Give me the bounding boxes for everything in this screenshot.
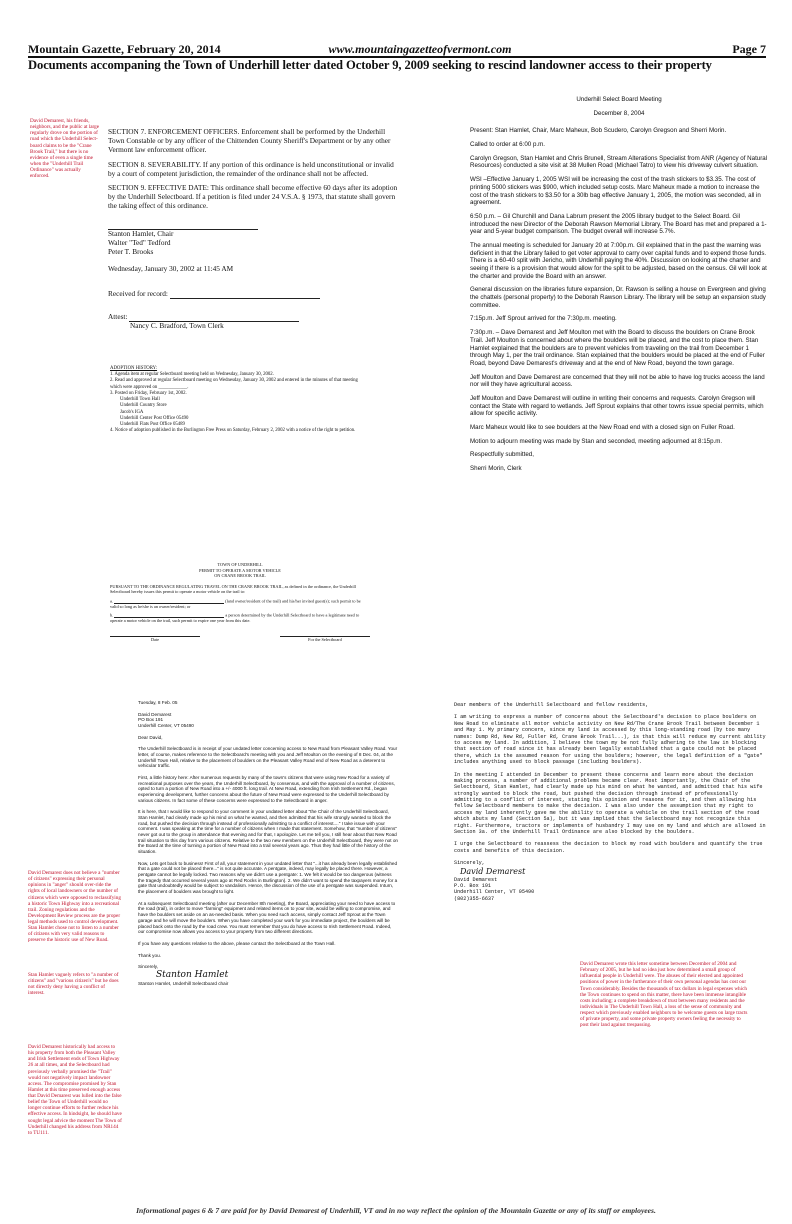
letter-paragraph: The Underhill Selectboard is in receipt of your undated letter concerning access to New Road from Pleasant Valley Road. Your letter, of course, makes reference to the Selectboard's meeting with you and Jeff Moulton on the evening of 8 Dec. 04, at the Underhill Town Hall, relative to the placement of boulders on the Pleasant Valley Road end of New Road as a deterent to vehicular traffic. — [138, 746, 398, 769]
annotation-note-enforcement: David Demarest, his friends, neighbors, and the public at large regularly drove on the portion of road which the Underhill Select-board claims to be the "Crane Brook Trail," but there is no evidence of even a single time when the "Underhill Trail Ordinance" was actually enforced. — [30, 118, 100, 180]
letter-paragraph: At a subsequent Selectboard meeting (after our December 8th meeting), the Board, appreciating your need to have access to the road (trail), in order to move "farming" equipment and related items on to your site, would be willing to compromise, and have the boulders set aside on an as-needed basis. When you need such access, simply contact Jeff Sprout at the Town garage and he will move the boulders. When you have completed your work for you immediate project, the boulders will be placed back onto the road by the road crew. You must remember that you do have access to Irish Settlement Road. Indeed, our compromise now allows you access to your property from two different directions. — [138, 900, 396, 935]
letter-signature-name: Stanton Hamlet, Underhill Selectboard chair — [138, 980, 229, 986]
minutes-paragraph: Motion to adjourn meeting was made by Stan and seconded, meeting adjourned at 8:15p.m. — [470, 437, 723, 445]
annotation-note-letter-costs: David Demarest wrote this letter sometime between December of 2004 and February of 2005, but he had no idea just how determined a small group of influential people in Underhill were. The abuses of their elected and appointed positions of power in the furtherance of their own personal agendas has cost our Town considerably. Besides the thousands of tax dollars in legal expenses which the Town continues to spend on this matter, there have been immense intangible costs including; a complete breakdown of trust between many residents and the individuals in The Underhill Town Hall, a loss of the sense of community and respect which previously enabled neighbors to be welcome guests on large tracts of private property, and some private property owners feeling the necessity to post their land against trespassing. — [580, 961, 748, 1029]
handwritten-signature: Stanton Hamlet — [156, 969, 229, 980]
annotation-note-citizens: David Demarest does not believe a "number of citizens" expressing their personal opinions in "anger" should over-ride the rights of local landowners or the number of citizens which were opposed to reclassifying a historic Town Highway into a recreational trail. Zoning regulations and the Development Review process are the proper legal methods used to control development. Stan Hamlet chose not to listen to a number of citizens with very valid reasons to preserve the historic use of New Road. — [28, 870, 121, 944]
adoption-item-3: 3. Posted on Friday, February 1st, 2002. — [110, 390, 187, 396]
minutes-paragraph: Marc Maheux would like to see boulders at the New Road end with a closed sign on Fuller Road. — [470, 424, 735, 431]
minutes-called: Called to order at 6:00 p.m. — [470, 141, 545, 149]
minutes-paragraph: General discussion on the libraries future expansion, Dr. Rawson is selling a house on Evergreen and giving the chattels (personal property) to the Deborah Rawson Library. The library will be setup an expansion study committee. — [470, 286, 766, 309]
ordinance-attest: Attest: — [108, 311, 128, 321]
letter-salutation: Dear members of the Underhill Selectboard and fellow residents, — [454, 702, 649, 708]
posting-location: Underhill Flats Post Office 05489 — [120, 422, 185, 428]
ordinance-section-9: SECTION 9. EFFECTIVE DATE: This ordinance shall become effective 60 days after its adoption by the Underhill Selectboard. If a petition is filed under 24 V.S.A. § 1973, that statute shall govern the taking effect of this ordinance. — [108, 183, 398, 211]
letter-address-line: PO Box 191 — [138, 717, 164, 723]
letter-date: Tuesday, 8 Feb. 05 — [138, 700, 178, 705]
permit-title-1: TOWN OF UNDERHILL — [217, 562, 263, 567]
header-paper-name: Mountain Gazette, February 20, 2014 — [28, 42, 221, 56]
letter-paragraph: If you have any questions relative to the above, please contact the Selectboard at the Town Hall. — [138, 940, 336, 946]
letter-paragraph: I urge the Selectboard to reassess the decision to block my road with boulders and quantify the true costs and benefits of this decision. — [454, 841, 763, 854]
hamlet-letter — [138, 700, 398, 987]
permit-form: TOWN OF UNDERHILL PERMIT TO OPERATE A MOTOR VEHICLE ON CRANE BROOK TRAIL PURSUANT TO THE ORDINANCE REGULATING TRAVEL ON THE CRANE BROOK TRAIL, as defined in the ordinance, the Underhill Selectboard hereby issues this permit to operate a motor vehicle on the trail to: a. (land owner/resident of the trail) and his/her invited guest(s); such permit to be valid so long as he/she is an owner/resident; or b. a person determined by the Underhill Selectboard to have a legitimate need to operate a motor vehicle on the trail, such permit to expire one year from this date. Date For the Selectboard — [110, 562, 370, 643]
ordinance-document — [108, 128, 398, 331]
minutes-present: Present: Stan Hamlet, Chair, Marc Maheux, Bob Scudero, Carolyn Gregson and Sherri Morin. — [470, 127, 727, 135]
ordinance-signer-2: Walter "Ted" Tedford — [108, 238, 171, 248]
letter-paragraph: First, a little history here: After numerous requests by many of the town's citizens that were using New Road for a variety of recreational purposes over the years, the Underhill Selectboard, by consensus, and with the approval of a number of citizens, opted to turn a portion of New Road into a +/- 4000 ft. long trail. At New Road, extending from Irish Settlement Rd., began experiencing development, further concerns about the future of New Road were expressed to the Underhill Selectboard by various citizens. In fact some of these concerns were expressed to the Selectboard in anger. — [138, 775, 395, 803]
permit-for-label: For the Selectboard — [280, 636, 370, 643]
adoption-history — [110, 366, 370, 435]
letter-salutation: Dear David, — [138, 734, 163, 740]
letter-address-line: David Demarest — [138, 711, 172, 717]
letter-address-line: Underhill Center, VT 05490 — [138, 723, 194, 729]
letter-address-line: P.O. Box 191 — [454, 882, 492, 889]
permit-option-a: (land owner/resident of the trail) and his/her invited guest(s); such permit to be valid so long as he/she is an owner/resident; or — [110, 598, 361, 609]
permit-date-label: Date — [110, 636, 200, 643]
minutes-date: December 8, 2004 — [593, 109, 645, 117]
ordinance-clerk: Nancy C. Bradford, Town Clerk — [130, 320, 224, 330]
meeting-minutes — [470, 96, 768, 479]
ordinance-signer-3: Peter T. Brooks — [108, 246, 154, 256]
minutes-heading: Underhill Select Board Meeting — [576, 96, 662, 103]
ordinance-received: Received for record: — [108, 288, 168, 298]
posting-location: Underhill Center Post Office 05490 — [120, 415, 189, 421]
permit-option-b: a person determined by the Underhill Selectboard to have a legitimate need to operate a motor vehicle on the trail, such permit to expire one year from this date. — [110, 612, 360, 624]
letter-signer-name: David Demarest — [454, 876, 498, 883]
ordinance-date: Wednesday, January 30, 2002 at 11:45 AM — [108, 263, 234, 273]
minutes-paragraph: 6:50 p.m. – Gil Churchill and Dana Labrum present the 2005 library budget to the Select Board. Gil introduced the new Director of the Deborah Rawson Memorial Library. The Board has met and prepared a 1-year and 5-year budget comparison. The budget overall will increase 5.7%. — [470, 212, 767, 236]
minutes-paragraph: 7:30p.m. – Dave Demarest and Jeff Moulton met with the Board to discuss the boulders on Crane Brook Trail. Jeff Moulton is concerned about where the boulders will be placed, and the cost to place them. Stan Hamlet explained that the boulders are to prevent vehicles from traveling on the trail from December 1 through May 1, per the trail ordinance. Stan explained that the boulders would be placed at the end of Fuller Road, beyond Dave Demarest's driveway and at the end of New Road, beyond the town garage. — [470, 329, 765, 367]
posting-location: Jacob's IGA — [120, 409, 144, 415]
ordinance-signer-1: Stanton Hamlet, Chair — [108, 229, 174, 239]
adoption-item-4: 4. Notice of adoption published in the Burlington Free Press on Saturday, February 2, 2002 with a notice of the right to petition. — [110, 428, 356, 434]
demarest-letter — [454, 702, 768, 902]
header-page-number: Page 7 — [732, 42, 766, 56]
minutes-clerk: Sherri Morin, Clerk — [470, 465, 522, 473]
handwritten-signature: David Demarest — [460, 866, 526, 876]
letter-paragraph: I am writing to express a number of concerns about the Selectboard's decision to place boulders on New Road to eliminate all motor vehicle activity on New Rd/The Crane Brook Trail between December 1 and May 1. My primary concern, since my land is accessed by this long-standing road (by too many names: Dump Rd, New Rd, Fuller Rd, Crane Brook Trail...), is that this will reduce my current ability to access my land. In addition, I believe the town my be not fully adhering to the law in blocking that section of road since it has already been legally established that a gate could not be placed there, which is the assumed reason for using the boulders; however, the legal definition of a "gate" includes anything used to block passage (including boulders). — [454, 714, 766, 766]
minutes-paragraph: Jeff Moulton and Dave Demarest are concerned that they will not be able to have log trucks access the land nor will they have agricultural access. — [470, 373, 765, 389]
ordinance-section-7: SECTION 7. ENFORCEMENT OFFICERS. Enforcement shall be performed by the Underhill Town Constable or by any officer of the Chittenden County Sheriff's Department or by any other Vermont law enforcement officer. — [108, 127, 391, 154]
minutes-paragraph: WSI –Effective January 1, 2005 WSI will be increasing the cost of the trash stickers to $3.35. The cost of printing 5000 stickers was $900, which included setup costs. Marc Maheux made a motion to increase the cost of the trash stickers to $3.50 for a 30lb bag effective January 1, 2005, the motion was seconded, all in agreement. — [470, 176, 761, 207]
letter-phone: (802)355-6637 — [454, 895, 495, 902]
minutes-paragraph: Respectfully submitted, — [470, 451, 534, 459]
letter-closing: Sincerely, — [454, 860, 485, 867]
adoption-item-1: 1. Agenda item at regular Selectboard meeting held on Wednesday, January 30, 2002. — [110, 372, 274, 378]
minutes-paragraph: Carolyn Gregson, Stan Hamlet and Chris Brunell, Stream Alterations Specialist from ANR (Agency of Natural Resources) conducted a site visit at 38 Mullen Road (Michael Tatro) to view his driveway culvert situation. — [470, 154, 768, 170]
ordinance-section-8: SECTION 8. SEVERABILITY. If any portion of this ordinance is held unconstitutional or invalid by a court of competent jurisdiction, the remainder of the ordinance shall not be affected. — [108, 159, 394, 178]
permit-body: PURSUANT TO THE ORDINANCE REGULATING TRAVEL ON THE CRANE BROOK TRAIL, as defined in the ordinance, the Underhill Selectboard hereby issues this permit to operate a motor vehicle on the trail to: — [110, 583, 356, 595]
letter-paragraph: Now, Lets get back to business! First of all, your statement in your undated letter that "...it has already been legally established that a gate could not be placed there..." is not quite accurate. A pentgate, indeed, may legally be placed there. However, a pentgate cannot be legally locked. Two reasons why we didn't use a pentgate: 1. We felt it would be too dangerous (witness the tragedy that occurred several years ago at Red Rocks in Burlington). 2. We didn't want to spend the taxpayers money for a gate that undoubtedly would be subject to vandalism. Hence, the discussion of the use of a pentgate was suspended. Inturn, the placement of boulders was brought to light. — [138, 860, 398, 895]
permit-title-3: ON CRANE BROOK TRAIL — [214, 573, 266, 579]
annotation-note-conflict: Stan Hamlet vaguely refers to "a number of citizens" and "various citizen's" but he does not directly deny having a conflict of interest. — [28, 972, 119, 997]
received-line — [170, 290, 320, 299]
permit-title-2: PERMIT TO OPERATE A MOTOR VEHICLE — [199, 567, 281, 573]
annotation-note-access: David Demarest historically had access to his property from both the Pleasant Valley and Irish Settlement ends of Town Highway 26 at all times, and the Selectboard had previously verbally promised the "Trail" would not negatively impact landowner access. The compromise promised by Stan Hamlet at this time preserved enough access that David Demarest was lulled into the false belief the Town of Underhill would no longer continue efforts to further reduce his effective access. In hindsight, he should have sought legal advice the moment The Town of Underhill changed his address from NR144 to TU111. — [28, 1044, 122, 1136]
letter-paragraph: In the meeting I attended in December to present these concerns and learn more about the decision making process, a number of additional problems became clear. Most importantly, the Chair of the Selectboard, Stan Hamlet, had clearly made up his mind on what he wanted, and admitted that his wife strongly wanted to block the road, but pushed the decision through instead of professionally admitting to a conflict of interest, stating his opinion and reasons for it, and then allowing his fellow Selectboard members to make the decision. I was also under the assumption that my right to access my land inherently gave me the ability to operate a vehicle on the trail section of the road which abuts my land (Section 5a), but it was implied that the Selectboard may not recognize this right. Furthermore, tractors or implements of husbandry I may use on my land and which are allowed in Section 3a. of the Underhill Trail Ordinance are also blocked by the boulders. — [454, 771, 766, 836]
page-title: Documents accompaning the Town of Underhill letter dated October 9, 2009 seeking to rescind landowner access to their property — [28, 58, 712, 72]
letter-paragraph: It is here, that I would like to respond to your comment in your undated letter about "the Chair of the Underhill Selectboard, Stan Hamlet, had clearly made up his mind on what he wanted, and then admitted that his wife strongly wanted to block the road, but pushed the decision through instead of professionally admitting to a conflict of interest...." I take issue with your comment. I was speaking at the time for a number of citizens when I made that statement. Somehow, that "number of citizens" never got out to the group in attendance that evening and for that, I apologize. Let me tell you, I still hear about that New Road trail situation to this day from various citizens. Relative to the two new members on the Underhill Selectboard, they were not on the Board at the time of turning a portion of New Road into a trail several years ago. Thus they had little of the history of the situation. — [138, 809, 399, 855]
posting-location: Underhill Country Store — [120, 403, 167, 409]
adoption-heading: ADOPTION HISTORY: — [110, 366, 158, 371]
minutes-paragraph: The annual meeting is scheduled for January 20 at 7:00p.m. Gil explained that in the past the warning was deficient in that the Library failed to get voter approval to carry over capital funds and to expend those funds. There is a 60-40 split with Jericho, with Underhill paying the 40%. Discussion on looking at the charter and seeing if there is a provision that would allow for the split to be adjusted, based on the census. Gil will look at the charter and provide the Board with an answer. — [470, 241, 767, 280]
adoption-item-2: 2. Read and approved at regular Selectboard meeting on Wednesday, January 30, 2002 and entered in the minutes of that meeting which were approved on ____________. — [110, 378, 358, 390]
minutes-paragraph: Jeff Moulton and Dave Demarest will outline in writing their concerns and requests. Carolyn Gregson will contact the State with regard to wetlands. Jeff Sprout explains that other towns issue special permits, which allow for specific activity. — [470, 394, 764, 418]
letter-address-line: Underhill Center, VT 05490 — [454, 889, 535, 896]
header-website[interactable]: www.mountaingazetteofvermont.com — [328, 42, 512, 56]
letter-thanks: Thank you. — [138, 952, 161, 958]
posting-location: Underhill Town Hall — [120, 397, 160, 403]
minutes-paragraph: 7:15p.m. Jeff Sprout arrived for the 7:30p.m. meeting. — [470, 315, 617, 323]
footer-disclaimer: Informational pages 6 & 7 are paid for by David Demarest of Underhill, VT and in no way reflect the opinion of the Mountain Gazette or any of its staff or employees. — [136, 1206, 656, 1215]
letter-closing: Sincerely, — [138, 964, 159, 970]
